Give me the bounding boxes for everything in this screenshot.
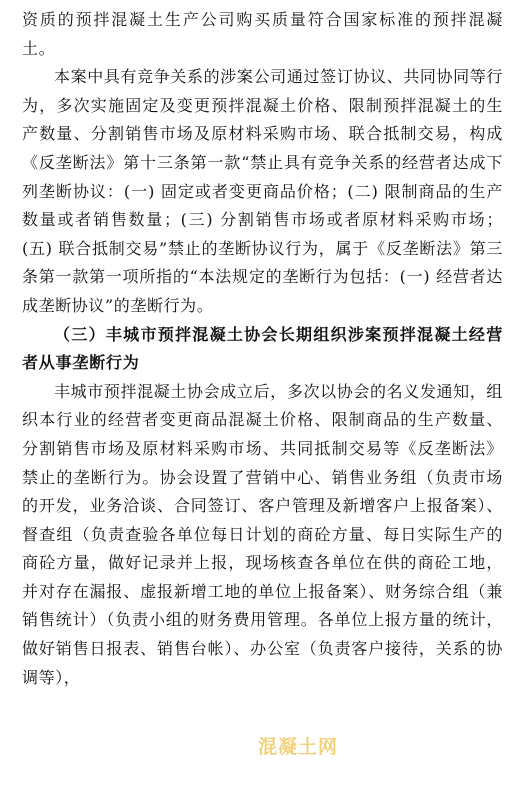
section-heading: （三）丰城市预拌混凝土协会长期组织涉案预拌混凝土经营者从事垄断行为 [22, 324, 503, 373]
paragraph-continuation: 资质的预拌混凝土生产公司购买质量符合国家标准的预拌混凝土。 [22, 10, 503, 58]
paragraph-body: 本案中具有竞争关系的涉案公司通过签订协议、共同协同等行为，多次实施固定及变更预拌混凝土价格、限制预拌混凝土的生产数量、分割销售市场及原材料采购市场、联合抵制交易，构成《反垄断法》第十三条第一款“禁止具有竞争关系的经营者达成下列垄断协议：(一) 固定或者变更商品价格；(二) 限制商品的生产数量或者销售数量；(三) 分割销售市场或者原材料采购市场；(五) 联合抵制交易”禁止的垄断协议行为，属于《反垄断法》第三条第一款第一项所指的“本法规定的垄断行为包括：(一) 经营者达成垄断协议”的垄断行为。 [22, 67, 503, 315]
watermark-text: 混凝土网 [258, 736, 339, 758]
paragraph-body: 丰城市预拌混凝土协会成立后，多次以协会的名义发通知，组织本行业的经营者变更商品混凝土价格、限制商品的生产数量、分割销售市场及原材料采购市场、共同抵制交易等《反垄断法》禁止的垄断行为。协会设置了营销中心、销售业务组（负责市场的开发，业务洽谈、合同签订、客户管理及新增客户上报备案）、督查组（负责查验各单位每日计划的商砼方量、每日实际生产的商砼方量，做好记录并上报，现场核查各单位在供的商砼工地，并对存在漏报、虚报新增工地的单位上报备案）、财务综合组（兼销售统计）（负责小组的财务费用管理。各单位上报方量的统计，做好销售日报表、销售台帐）、办公室（负责客户接待，关系的协调等）， [22, 381, 503, 687]
